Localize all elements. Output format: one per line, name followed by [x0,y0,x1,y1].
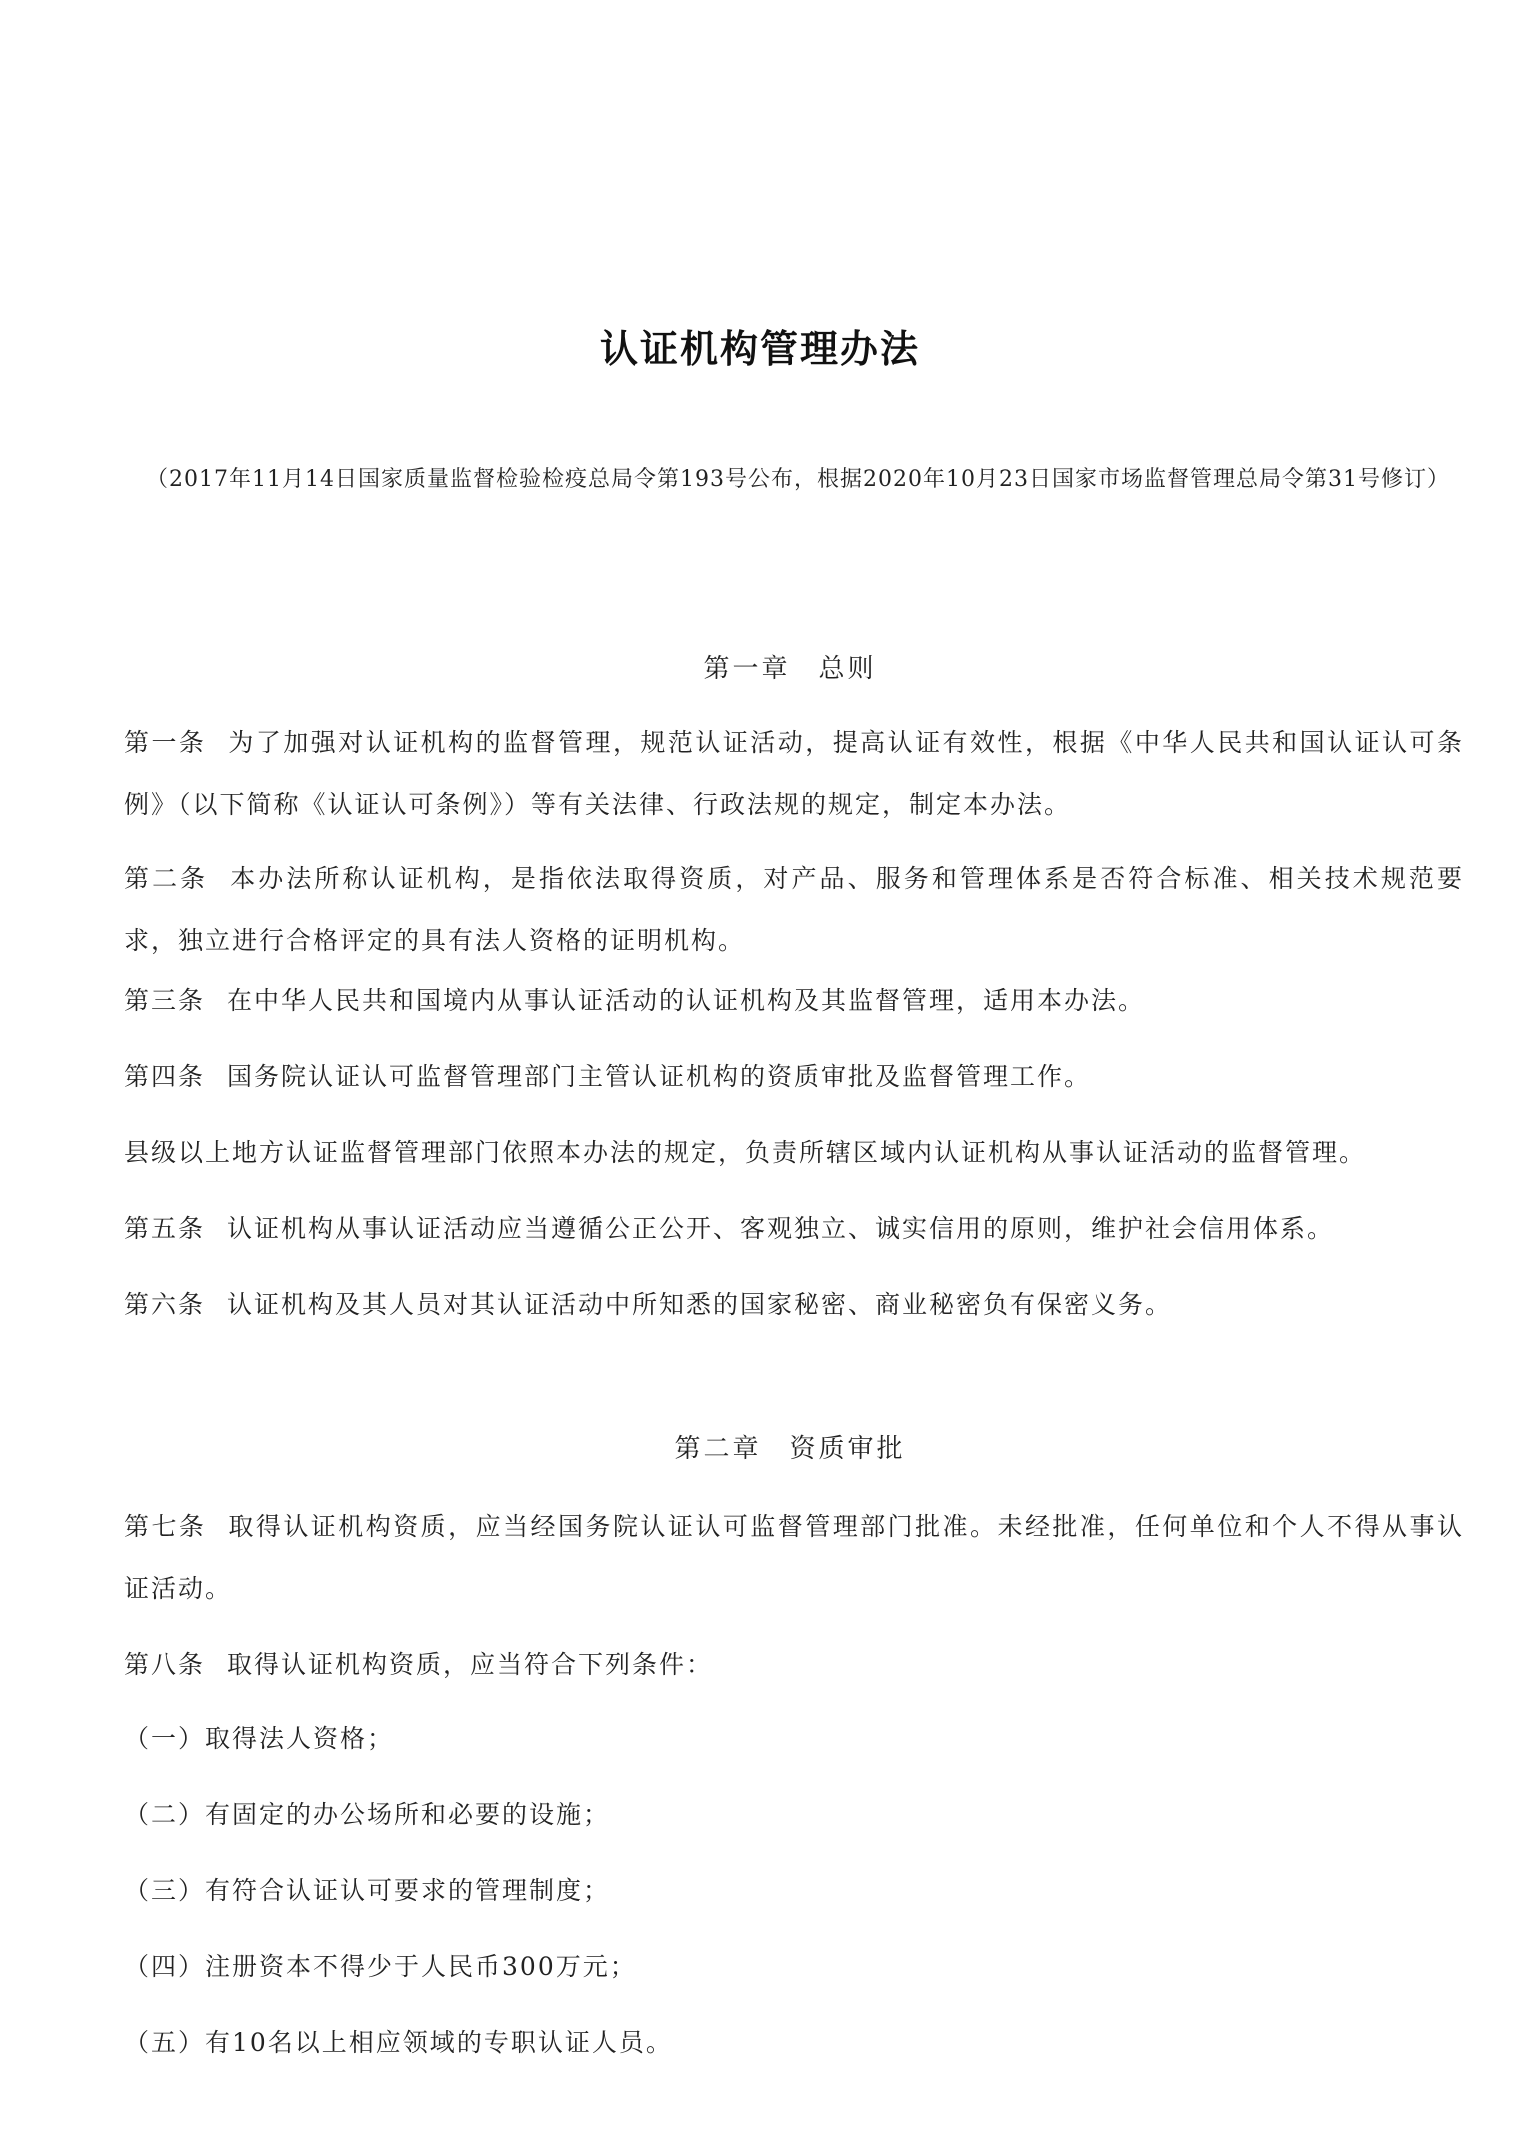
article-number: 第四条 [124,1062,206,1091]
article-text: 县级以上地方认证监督管理部门依照本办法的规定，负责所辖区域内认证机构从事认证活动的监督管理。 [124,1138,1367,1167]
list-item: （二）有固定的办公场所和必要的设施； [124,1800,611,1829]
article-number: 第六条 [124,1290,206,1319]
article-paragraph [124,970,1464,1032]
chapter-name: 资质审批 [789,1434,906,1464]
article-number: 第二条 [124,864,209,893]
document-subtitle: （2017年11月14日国家质量监督检验检疫总局令第193号公布，根据2020年10月23日国家市场监督管理总局令第31号修订） [146,467,1450,492]
article-paragraph [124,712,1464,836]
chapter-name: 总则 [818,654,877,684]
chapter-number: 第一章 [703,654,791,684]
chapter-heading [0,1428,1520,1465]
list-item: （一）取得法人资格； [124,1724,395,1753]
chapter-heading [0,648,1520,685]
article-paragraph [124,1046,1464,1108]
article-paragraph [124,1274,1464,1336]
article-text: 取得认证机构资质，应当符合下列条件： [227,1650,714,1679]
article-number: 第八条 [124,1650,206,1679]
article-number: 第三条 [124,986,206,1015]
article-paragraph [124,1496,1464,1620]
article-number: 第五条 [124,1214,206,1243]
list-item: （四）注册资本不得少于人民币300万元； [124,1952,637,1981]
article-text: 认证机构及其人员对其认证活动中所知悉的国家秘密、商业秘密负有保密义务。 [227,1290,1173,1319]
article-paragraph [124,1198,1464,1260]
document-title: 认证机构管理办法 [599,326,920,371]
article-number: 第七条 [124,1512,207,1541]
article-text: 认证机构从事认证活动应当遵循公正公开、客观独立、诚实信用的原则，维护社会信用体系。 [227,1214,1335,1243]
article-paragraph [124,1122,1464,1184]
list-item: （三）有符合认证认可要求的管理制度； [124,1876,611,1905]
chapter-number: 第二章 [674,1434,762,1464]
article-text: 在中华人民共和国境内从事认证活动的认证机构及其监督管理，适用本办法。 [227,986,1146,1015]
article-text: 取得认证机构资质，应当经国务院认证认可监督管理部门批准。未经批准，任何单位和个人不得从事认证活动。 [124,1512,1464,1603]
article-paragraph [124,848,1464,972]
article-paragraph [124,1634,1464,1696]
article-text: 本办法所称认证机构，是指依法取得资质，对产品、服务和管理体系是否符合标准、相关技术规范要求，独立进行合格评定的具有法人资格的证明机构。 [124,864,1464,955]
article-text: 国务院认证认可监督管理部门主管认证机构的资质审批及监督管理工作。 [227,1062,1092,1091]
list-item: （五）有10名以上相应领域的专职认证人员。 [124,2028,673,2057]
article-text: 为了加强对认证机构的监督管理，规范认证活动，提高认证有效性，根据《中华人民共和国认证认可条例》（以下简称《认证认可条例》）等有关法律、行政法规的规定，制定本办法。 [124,728,1464,819]
article-number: 第一条 [124,728,207,757]
